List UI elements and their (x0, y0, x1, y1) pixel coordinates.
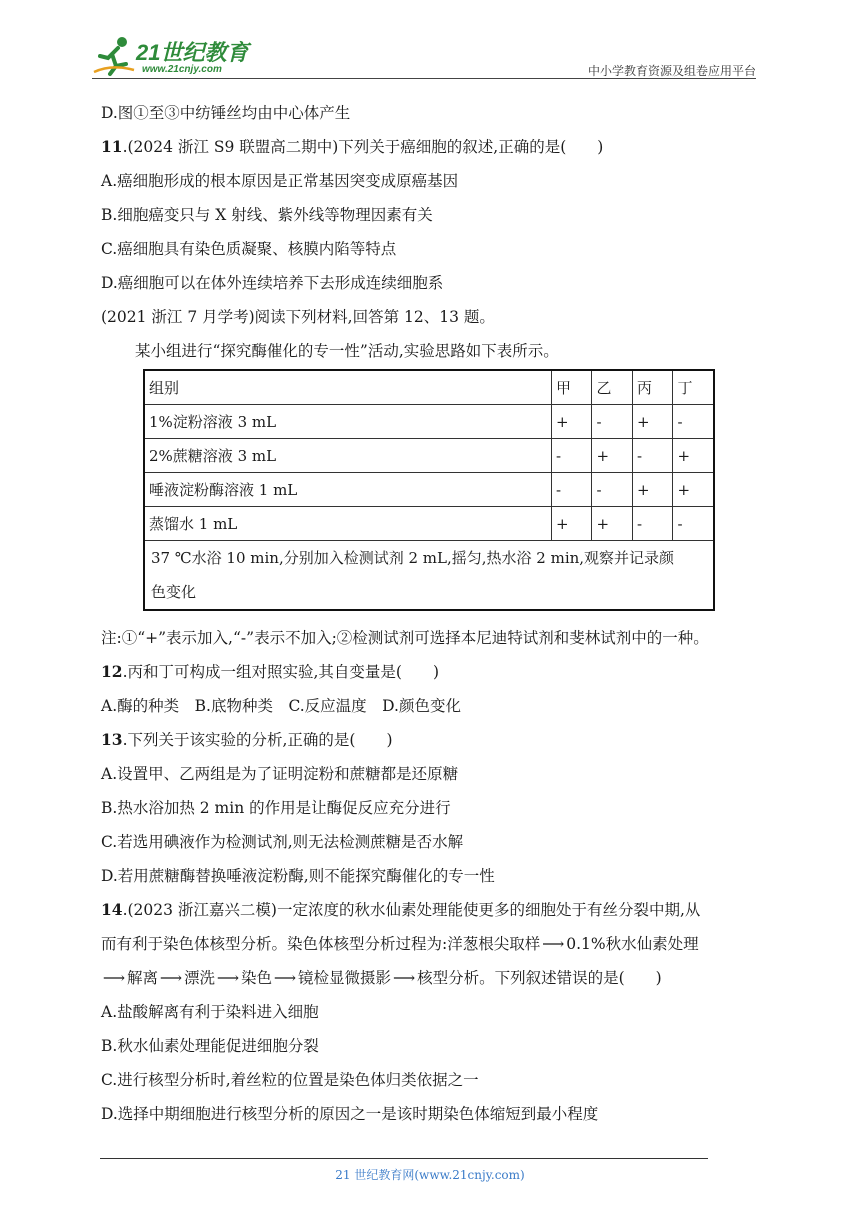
table-cell: 2%蔗糖溶液 3 mL (144, 439, 552, 473)
option-line: A.癌细胞形成的根本原因是正常基因突变成原癌基因 (101, 172, 459, 190)
option-line: D.若用蔗糖酶替换唾液淀粉酶,则不能探究酶催化的专一性 (101, 867, 495, 885)
table-cell: + (632, 473, 672, 507)
experiment-intro: 某小组进行“探究酶催化的专一性”活动,实验思路如下表所示。 (135, 342, 559, 360)
question-14-stem: 14.(2023 浙江嘉兴二模)一定浓度的秋水仙素处理能使更多的细胞处于有丝分裂中期,从 (101, 900, 701, 919)
material-intro: (2021 浙江 7 月学考)阅读下列材料,回答第 12、13 题。 (101, 308, 495, 326)
option-line: D.癌细胞可以在体外连续培养下去形成连续细胞系 (101, 274, 444, 292)
runner-logo-icon (92, 34, 136, 78)
table-row (144, 473, 714, 507)
table-cell: - (592, 473, 632, 507)
table-cell: - (552, 439, 592, 473)
table-cell: 蒸馏水 1 mL (144, 507, 552, 541)
header-platform-name: 中小学教育资源及组卷应用平台 (587, 64, 756, 78)
table-cell: + (673, 439, 714, 473)
table-note-line: 37 ℃水浴 10 min,分别加入检测试剂 2 mL,摇匀,热水浴 2 min,观察并记录颜 (151, 549, 675, 567)
arrow-icon: ⟶ (102, 969, 126, 987)
arrow-icon: ⟶ (542, 935, 565, 953)
question-12-options: A.酶的种类 B.底物种类 C.反应温度 D.颜色变化 (101, 697, 461, 715)
experiment-table (143, 369, 715, 611)
logo-text: 21世纪教育 (136, 40, 249, 65)
table-header-cell: 丁 (673, 370, 714, 405)
table-footnote: 注:①“+”表示加入,“-”表示不加入;②检测试剂可选择本尼迪特试剂和斐林试剂中的一种。 (101, 629, 709, 647)
table-note-row (144, 541, 714, 611)
table-cell: - (673, 507, 714, 541)
option-line: D.图①至③中纺锤丝均由中心体产生 (101, 104, 351, 122)
table-cell: + (552, 507, 592, 541)
option-line: C.若选用碘液作为检测试剂,则无法检测蔗糖是否水解 (101, 833, 464, 851)
logo-url: www.21cnjy.com (142, 64, 222, 75)
question-block-top (101, 96, 761, 368)
table-cell: + (632, 405, 672, 439)
table-cell: + (592, 507, 632, 541)
option-line: C.癌细胞具有染色质凝聚、核膜内陷等特点 (101, 240, 397, 258)
logo (92, 34, 262, 78)
option-line: A.盐酸解离有利于染料进入细胞 (101, 1003, 319, 1021)
arrow-icon: ⟶ (159, 969, 183, 987)
table-row (144, 405, 714, 439)
table-header-cell: 丙 (632, 370, 672, 405)
table-cell: + (673, 473, 714, 507)
table-cell: 1%淀粉溶液 3 mL (144, 405, 552, 439)
table-cell: 唾液淀粉酶溶液 1 mL (144, 473, 552, 507)
header-divider (92, 78, 756, 79)
option-line: B.秋水仙素处理能促进细胞分裂 (101, 1037, 319, 1055)
question-13-stem: 13.下列关于该实验的分析,正确的是( ) (101, 730, 393, 749)
option-line: C.进行核型分析时,着丝粒的位置是染色体归类依据之一 (101, 1071, 479, 1089)
table-row (144, 507, 714, 541)
table-note-cell (144, 541, 714, 611)
table-header-cell: 组别 (144, 370, 552, 405)
page-header (92, 30, 756, 78)
arrow-icon: ⟶ (392, 969, 416, 987)
footer-divider (100, 1158, 708, 1159)
question-14-stem-line2: 而有利于染色体核型分析。染色体核型分析过程为:洋葱根尖取样 ⟶ 0.1%秋水仙素处理 (101, 927, 761, 961)
table-cell: - (632, 507, 672, 541)
table-cell: + (592, 439, 632, 473)
table-cell: + (552, 405, 592, 439)
table-cell: - (592, 405, 632, 439)
option-line: B.细胞癌变只与 X 射线、紫外线等物理因素有关 (101, 206, 433, 224)
footer-link[interactable]: 21 世纪教育网(www.21cnjy.com) (335, 1168, 525, 1182)
table-cell: - (632, 439, 672, 473)
table-row (144, 439, 714, 473)
option-line: A.设置甲、乙两组是为了证明淀粉和蔗糖都是还原糖 (101, 765, 459, 783)
question-14-stem-line3: ⟶ 解离 ⟶ 漂洗 ⟶ 染色 ⟶ 镜检显微摄影 ⟶ 核型分析。下列叙述错误的是( ) (101, 961, 761, 995)
table-header-row (144, 370, 714, 405)
table-header-cell: 乙 (592, 370, 632, 405)
table-cell: - (673, 405, 714, 439)
question-12-stem: 12.丙和丁可构成一组对照实验,其自变量是( ) (101, 662, 440, 681)
table-cell: - (552, 473, 592, 507)
table-note-line: 色变化 (151, 583, 197, 601)
option-line: D.选择中期细胞进行核型分析的原因之一是该时期染色体缩短到最小程度 (101, 1105, 599, 1123)
arrow-icon: ⟶ (273, 969, 297, 987)
table-header-cell: 甲 (552, 370, 592, 405)
question-block-bottom (101, 655, 761, 1131)
question-11-stem: 11.(2024 浙江 S9 联盟高二期中)下列关于癌细胞的叙述,正确的是( ) (101, 137, 604, 156)
option-line: B.热水浴加热 2 min 的作用是让酶促反应充分进行 (101, 799, 451, 817)
arrow-icon: ⟶ (216, 969, 240, 987)
